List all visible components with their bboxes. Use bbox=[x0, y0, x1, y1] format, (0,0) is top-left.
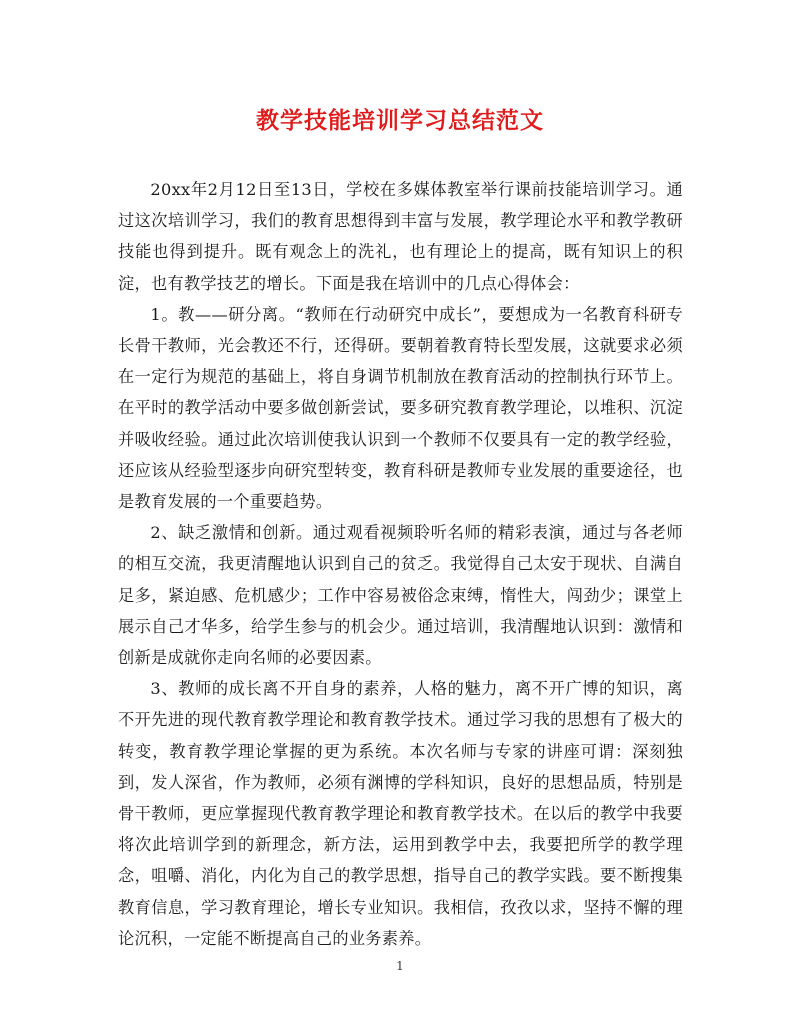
paragraph-point-3: 3、教师的成长离不开自身的素养，人格的魅力，离不开广博的知识，离不开先进的现代教育教学理论和教育教学技术。通过学习我的思想有了极大的转变，教育教学理论掌握的更为系统。本次名师与专家的讲座可谓：深刻独到，发人深省，作为教师，必须有渊博的学科知识，良好的思想品质，特别是骨干教师，更应掌握现代教育教学理论和教育教学技术。在以后的教学中我要将次此培训学到的新理念，新方法，运用到教学中去，我要把所学的教学理念，咀嚼、消化，内化为自己的教学思想，指导自己的教学实践。要不断搜集教育信息，学习教育理论，增长专业知识。我相信，孜孜以求，坚持不懈的理论沉积，一定能不断提高自己的业务素养。 bbox=[118, 679, 683, 948]
document-body bbox=[118, 174, 683, 954]
paragraph-point-2: 2、缺乏激情和创新。通过观看视频聆听名师的精彩表演，通过与各老师的相互交流，我更清醒地认识到自己的贫乏。我觉得自己太安于现状、自满自足多，紧迫感、危机感少；工作中容易被俗念束缚，惰性大，闯劲少；课堂上展示自己才华多，给学生参与的机会少。通过培训，我清醒地认识到：激情和创新是成就你走向名师的必要因素。 bbox=[118, 523, 683, 668]
document-title: 教学技能培训学习总结范文 bbox=[256, 108, 544, 134]
page-number: 1 bbox=[396, 959, 404, 973]
paragraph-point-1: 1。教——研分离。“教师在行动研究中成长”，要想成为一名教育科研专长骨干教师，光会教还不行，还得研。要朝着教育特长型发展，这就要求必须在一定行为规范的基础上，将自身调节机制放在教育活动的控制执行环节上。在平时的教学活动中要多做创新尝试，要多研究教育教学理论，以堆积、沉淀并吸收经验。通过此次培训使我认识到一个教师不仅要具有一定的教学经验，还应该从经验型逐步向研究型转变，教育科研是教师专业发展的重要途径，也是教育发展的一个重要趋势。 bbox=[118, 304, 683, 512]
paragraph-intro: 20xx年2月12日至13日，学校在多媒体教室举行课前技能培训学习。通过这次培训学习，我们的教育思想得到丰富与发展，教学理论水平和教学教研技能也得到提升。既有观念上的洗礼，也有理论上的提高，既有知识上的积淀，也有教学技艺的增长。下面是我在培训中的几点心得体会： bbox=[118, 180, 683, 293]
